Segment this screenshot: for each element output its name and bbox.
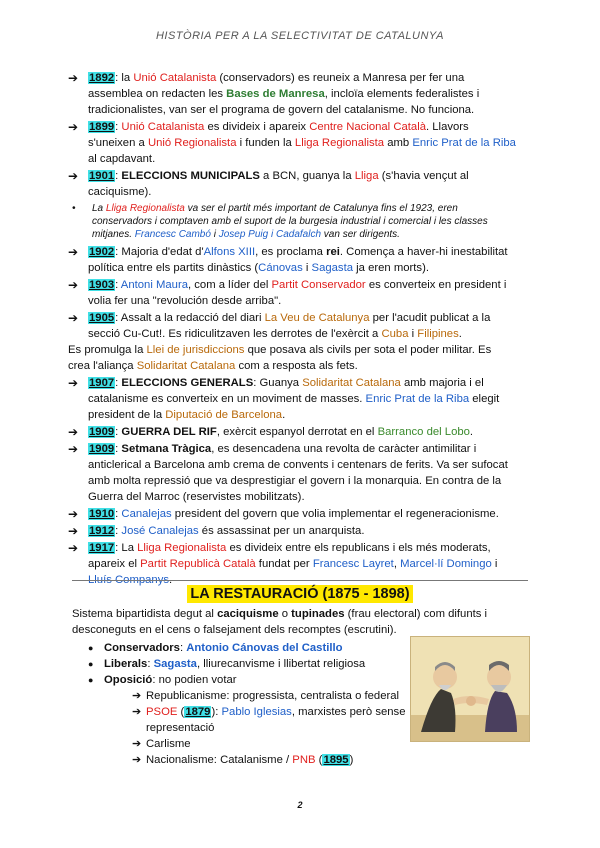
arrow-icon: ➔ [68,376,79,390]
list-item-oposicio: ● Oposició: no podien votar ➔ Republicanisme: progressista, centralista o federal ➔ PSOE (1879): Pablo Iglesias, marxistes però sense representació ➔ Carlisme ➔ Nacionalisme: Catalanisme / PNB (1895) [88,672,408,768]
timeline-entry-1909-rif: ➔ 1909: GUERRA DEL RIF, exèrcit espanyol derrotat en el Barranco del Lobo. [68,425,474,439]
timeline-entry-1901: ➔ 1901: ELECCIONS MUNICIPALS a BCN, guanya la Lliga (s'havia vençut al caciquisme). [68,169,469,198]
timeline-entry-1909-tragica: ➔ 1909: Setmana Tràgica, es desencadena una revolta de caràcter antimilitar i anticlerical a Barcelona amb crema de convents i centenars de ferits. Va ser sufocat amb molta repressió que va desprestigiar el govern i la monarquia. En contra de la Guerra del Marroc (reservistes mobilitzats). [68,442,508,503]
arrow-icon: ➔ [68,507,79,521]
arrow-icon: ➔ [68,311,79,325]
arrow-icon: ➔ [132,738,142,750]
arrow-icon: ➔ [68,278,79,292]
arrow-icon: ➔ [68,169,79,183]
timeline-entry-1903: ➔ 1903: Antoni Maura, com a líder del Partit Conservador es converteix en president i volia fer una "revolución desde arriba". [68,278,507,307]
sub-item-republicanisme: ➔ Republicanisme: progressista, centralista o federal [132,690,400,702]
bullet-icon: • [72,203,76,214]
restauracio-cartoon-image [410,636,530,742]
list-item-liberals: ● Liberals: Sagasta, lliurecanvisme i llibertat religiosa [88,656,408,672]
timeline-entry-1912: ➔ 1912: José Canalejas és assassinat per un anarquista. [68,524,365,538]
timeline-entry-1905: ➔ 1905: Assalt a la redacció del diari La Veu de Catalunya per l'acudit publicat a la secció Cu-Cut!. Es ridiculitzaven les derrotes de l'exèrcit a Cuba i Filipines. Es promulga la Llei de jurisdiccions que posava als civils per sota el poder militar. Es crea l'aliança Solidaritat Catalana com a resposta als fets. [88,310,516,374]
arrow-icon: ➔ [68,71,79,85]
section-intro: Sistema bipartidista degut al caciquisme o tupinades (frau electoral) com difunts i desconeguts en el cens o falsejament dels recomptes (escrutini). [72,608,488,636]
timeline-list [68,70,516,589]
arrow-icon: ➔ [132,706,142,718]
timeline-entry-1917: ➔ 1917: La Lliga Regionalista es divideix entre els republicans i els més moderats, apareix el Partit Republicà Català fundat per Francesc Layret, Marcel·lí Domingo i Lluís Companys. [68,541,498,586]
arrow-icon: ➔ [68,524,79,538]
sub-item-carlisme: ➔ Carlisme [132,738,191,750]
timeline-entry-1899: ➔ 1899: Unió Catalanista es divideix i apareix Centre Nacional Català. Llavors s'uneixen a Unió Regionalista i funden la Lliga Regionalista amb Enric Prat de la Riba al capdavant. [68,120,516,165]
timeline-entry-1907: ➔ 1907: ELECCIONS GENERALS: Guanya Solidaritat Catalana amb majoria i el catalanisme es converteix en un moviment de masses. Enric Prat de la Riba elegit president de la Diputació de Barcelona. [68,376,500,421]
arrow-icon: ➔ [68,425,79,439]
timeline-entry-1892: ➔ 1892: la Unió Catalanista (conservadors) es reuneix a Manresa per fer una assemblea on redacten les Bases de Manresa, incloïa elements federalistes i tradicionalistes, van ser el programa de govern del catalanisme. No funciona. [68,71,480,116]
list-item-conservadors: ● Conservadors: Antonio Cánovas del Castillo [88,640,408,656]
arrow-icon: ➔ [68,120,79,134]
section-divider [72,580,528,581]
lliga-note: • La Lliga Regionalista va ser el partit més important de Catalunya fins el 1923, eren conservadors i comptaven amb el suport de la burgesia industrial i comercial i les classes mitjanes. Francesc Cambó i Josep Puig i Cadafalch van ser dirigents. [72,203,488,240]
sub-item-nacionalisme: ➔ Nacionalisme: Catalanisme / PNB (1895) [132,754,354,766]
party-list [88,640,408,768]
page-number: 2 [297,800,303,810]
arrow-icon: ➔ [132,690,142,702]
timeline-1905-extra: Es promulga la Llei de jurisdiccions que posava als civils per sota el poder militar. Es crea l'aliança Solidaritat Catalana com a resposta als fets. [68,344,492,372]
section-title: LA RESTAURACIÓ (1875 - 1898) [0,585,600,603]
timeline-entry-1910: ➔ 1910: Canalejas president del govern que volia implementar el regeneracionisme. [68,507,499,521]
arrow-icon: ➔ [132,754,142,766]
page-header: HISTÒRIA PER A LA SELECTIVITAT DE CATALUNYA [155,30,444,42]
arrow-icon: ➔ [68,245,79,259]
arrow-icon: ➔ [68,442,79,456]
timeline-entry-1902: ➔ 1902: Majoria d'edat d'Alfons XIII, es proclama rei. Comença a haver-hi inestabilitat política entre els partits dinàstics (Cánovas i Sagasta ja eren morts). [68,245,508,274]
sub-item-psoe: ➔ PSOE (1879): Pablo Iglesias, marxistes però sense representació [132,706,406,734]
arrow-icon: ➔ [68,541,79,555]
opposition-sublist [104,688,408,768]
